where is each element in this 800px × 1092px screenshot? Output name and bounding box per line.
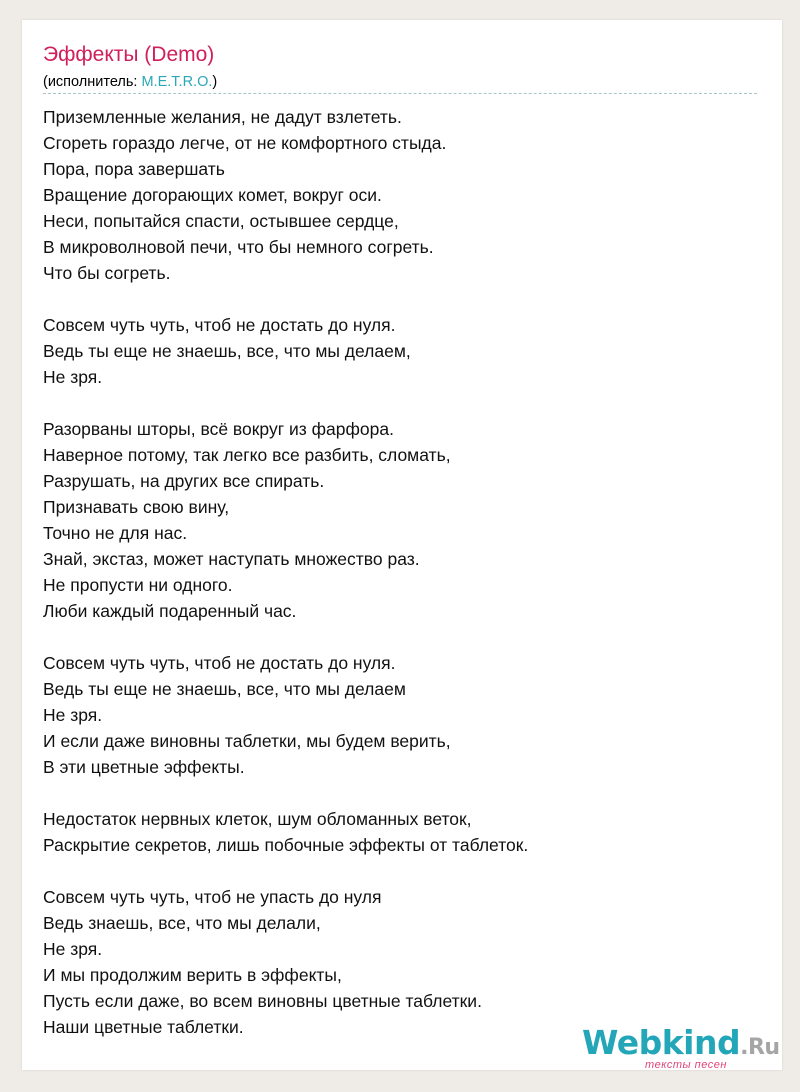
lyric-line: Ведь знаешь, все, что мы делали, [43,913,321,933]
lyric-line: В микроволновой печи, что бы немного согреть. [43,237,434,257]
lyric-line: Признавать свою вину, [43,497,230,517]
stanza-break [43,624,763,650]
artist-line [43,74,217,90]
song-title: Эффекты (Demo) [43,43,215,66]
lyric-line: Совсем чуть чуть, чтоб не упасть до нуля [43,887,382,907]
stanza-break [43,390,763,416]
lyric-line: Не зря. [43,367,103,387]
lyric-line: Ведь ты еще не знаешь, все, что мы делаем [43,679,406,699]
lyric-line: Приземленные желания, не дадут взлететь. [43,107,402,127]
logo-tagline: тексты песен [645,1059,727,1071]
lyric-line: Не зря. [43,939,103,959]
lyric-line: Наши цветные таблетки. [43,1017,244,1037]
stanza-break [43,780,763,806]
lyric-line: Совсем чуть чуть, чтоб не достать до нуля. [43,653,396,673]
lyric-line: Пора, пора завершать [43,159,225,179]
lyric-line: Сгореть гораздо легче, от не комфортного стыда. [43,133,447,153]
lyric-line: Недостаток нервных клеток, шум обломанных веток, [43,809,472,829]
artist-link[interactable]: M.E.T.R.O. [141,74,213,90]
title-divider [43,93,757,94]
lyric-line: Раскрытие секретов, лишь побочные эффекты от таблеток. [43,835,529,855]
lyric-line: Разорваны шторы, всё вокруг из фарфора. [43,419,394,439]
stanza-break [43,858,763,884]
lyric-line: Наверное потому, так легко все разбить, сломать, [43,445,451,465]
lyrics-text [43,104,763,1040]
artist-prefix: (исполнитель: [43,74,142,90]
lyric-line: Совсем чуть чуть, чтоб не достать до нуля. [43,315,396,335]
lyric-line: Неси, попытайся спасти, остывшее сердце, [43,211,399,231]
logo-word: Webkind [582,1023,741,1062]
logo-tld: .Ru [740,1035,780,1060]
lyric-line: И мы продолжим верить в эффекты, [43,965,342,985]
lyric-line: Люби каждый подаренный час. [43,601,297,621]
lyric-line: Разрушать, на других все спирать. [43,471,325,491]
lyric-line: Что бы согреть. [43,263,171,283]
lyric-line: Не зря. [43,705,103,725]
lyric-line: И если даже виновны таблетки, мы будем верить, [43,731,451,751]
lyric-line: Пусть если даже, во всем виновны цветные таблетки. [43,991,482,1011]
lyric-line: В эти цветные эффекты. [43,757,245,777]
lyric-line: Не пропусти ни одного. [43,575,233,595]
stanza-break [43,286,763,312]
lyric-line: Точно не для нас. [43,523,188,543]
site-logo[interactable] [582,1023,780,1073]
artist-suffix: ) [212,74,218,90]
lyric-line: Ведь ты еще не знаешь, все, что мы делаем, [43,341,411,361]
lyric-line: Вращение догорающих комет, вокруг оси. [43,185,382,205]
lyric-line: Знай, экстаз, может наступать множество раз. [43,549,420,569]
